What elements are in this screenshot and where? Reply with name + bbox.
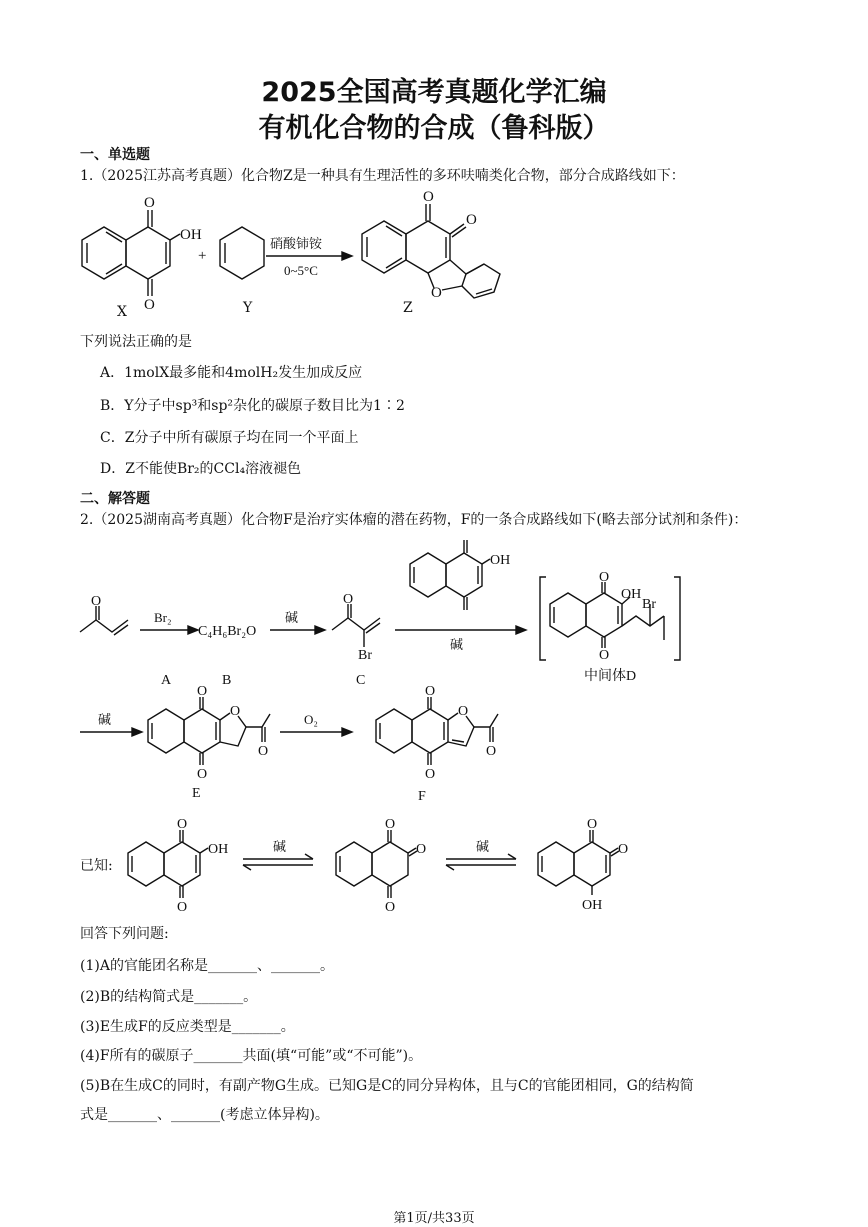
z-furan-oxygen: O [431, 285, 442, 301]
molecule-d [550, 582, 664, 648]
option-c: C．Z分子中所有碳原子均在同一个平面上 [100, 430, 359, 446]
subquestion-2: (2)B的结构简式是_______。 [80, 989, 258, 1005]
d-oxygen-bottom: O [599, 648, 610, 663]
label-b: B [222, 673, 232, 688]
t2-oxygen-bottom: O [385, 900, 396, 915]
scheme-2-row-2 [70, 680, 530, 805]
section-heading-1: 一、单选题 [80, 147, 150, 163]
a-oxygen: O [91, 594, 102, 609]
question-2-stem: 2.（2025湖南高考真题）化合物F是治疗实体瘤的潜在药物，F的一条合成路线如下(略去部分试剂和条件)： [80, 512, 748, 528]
answer-prompt: 回答下列问题: [80, 926, 169, 942]
f-oxygen-top: O [425, 684, 436, 699]
title-line2: 有机化合物的合成（鲁科版） [258, 113, 610, 144]
reagent-base-2: 碱 [450, 637, 464, 652]
reagent-temp: 0~5°C [284, 263, 318, 278]
subquestion-3: (3)E生成F的反应类型是_______。 [80, 1019, 295, 1035]
question-1-prompt: 下列说法正确的是 [80, 334, 192, 350]
t1-oxygen-top: O [177, 817, 188, 832]
subquestion-1: (1)A的官能团名称是_______、_______。 [80, 958, 334, 974]
option-b: B．Y分子中sp³和sp²杂化的碳原子数目比为1∶2 [100, 398, 405, 414]
label-c: C [356, 673, 366, 688]
t3-oxygen-top: O [587, 817, 598, 832]
label-a: A [161, 673, 172, 688]
reagent-hydroxyl: OH [490, 553, 511, 568]
molecule-x [82, 210, 180, 296]
t1-oxygen-bottom: O [177, 900, 188, 915]
f-ring-oxygen: O [458, 704, 469, 719]
section-heading-2: 二、解答题 [80, 491, 150, 507]
reagent-hydroxynaphthoquinone [410, 540, 490, 610]
option-d: D．Z不能使Br₂的CCl₄溶液褪色 [100, 461, 302, 477]
reagent-base-1: 碱 [285, 610, 299, 625]
x-hydroxyl: OH [180, 227, 202, 243]
label-e: E [192, 786, 201, 801]
option-a: A．1molX最多能和4molH₂发生加成反应 [100, 365, 363, 381]
e-ketone-oxygen: O [258, 744, 269, 759]
subquestion-4: (4)F所有的碳原子_______共面(填“可能”或“不可能”)。 [80, 1048, 423, 1064]
z-oxygen-top: O [423, 189, 434, 205]
e-oxygen-top: O [197, 684, 208, 699]
tautomer-3 [538, 830, 619, 895]
reagent-o2: O₂ [304, 712, 318, 727]
label-y: Y [243, 300, 253, 316]
t3-oxygen-right: O [618, 842, 629, 857]
b-formula: C₄H₆Br₂O [198, 624, 257, 639]
molecule-y [220, 227, 264, 279]
t2-oxygen-right: O [416, 842, 427, 857]
subquestion-5-line-2: 式是_______、_______(考虑立体异构)。 [80, 1107, 329, 1123]
d-hydroxyl: OH [621, 587, 642, 602]
known-equilibrium [118, 815, 638, 915]
label-f: F [418, 789, 426, 804]
subquestion-5-line-1: (5)B在生成C的同时，有副产物G生成。已知G是C的同分异构体，且与C的官能团相同，G的结构简 [80, 1078, 694, 1094]
plus-sign: + [198, 248, 207, 264]
reagent-cerium: 硝酸铈铵 [270, 236, 323, 251]
c-oxygen: O [343, 592, 354, 607]
known-base-1: 碱 [273, 839, 287, 854]
x-oxygen-top: O [144, 195, 155, 211]
title-line1: 2025全国高考真题化学汇编 [261, 77, 607, 108]
tautomer-2 [336, 830, 417, 898]
e-oxygen-bottom: O [197, 767, 208, 782]
f-oxygen-bottom: O [425, 767, 436, 782]
tautomer-1 [128, 830, 208, 898]
molecule-e [148, 697, 270, 765]
label-x: X [117, 304, 127, 320]
c-bromine: Br [358, 648, 372, 663]
t3-hydroxyl: OH [582, 898, 603, 913]
molecule-z [362, 204, 500, 298]
label-d: 中间体D [584, 669, 637, 684]
scheme-1 [70, 188, 530, 323]
z-oxygen-right: O [466, 212, 477, 228]
page-footer: 第1页/共33页 [393, 1211, 475, 1226]
known-base-2: 碱 [476, 839, 490, 854]
scheme-2-row-1 [70, 532, 710, 697]
d-oxygen-top: O [599, 570, 610, 585]
reagent-base-3: 碱 [98, 712, 112, 727]
x-oxygen-bottom: O [144, 297, 155, 313]
molecule-f [376, 697, 498, 765]
known-label: 已知: [80, 858, 113, 874]
t1-hydroxyl: OH [208, 842, 229, 857]
f-ketone-oxygen: O [486, 744, 497, 759]
question-1-stem: 1.（2025江苏高考真题）化合物Z是一种具有生理活性的多环呋喃类化合物，部分合成路线如下： [80, 168, 685, 184]
t2-oxygen-top: O [385, 817, 396, 832]
label-z: Z [403, 300, 413, 316]
d-bromine: Br [642, 597, 656, 612]
e-ring-oxygen: O [230, 704, 241, 719]
reagent-br2: Br₂ [154, 610, 172, 625]
